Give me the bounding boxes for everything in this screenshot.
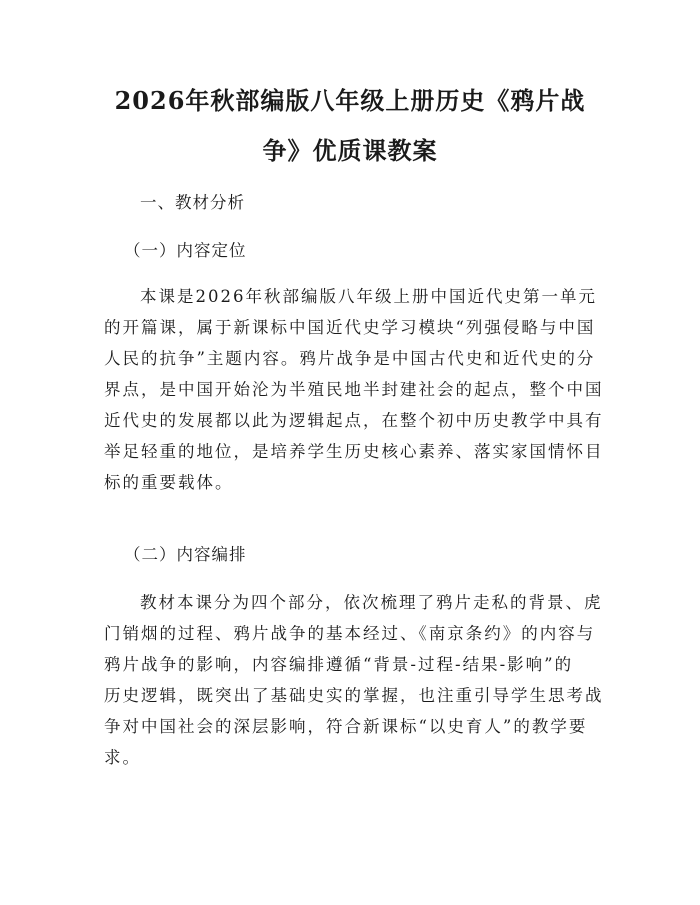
document-title-line-2: 争》优质课教案 bbox=[262, 136, 438, 165]
paragraph-line: 界点，是中国开始沦为半殖民地半封建社会的起点，整个中国 bbox=[104, 380, 604, 399]
paragraph-line: 本课是2026年秋部编版八年级上册中国近代史第一单元 bbox=[140, 287, 597, 306]
document-title-line-1: 2026年秋部编版八年级上册历史《鸦片战 bbox=[114, 86, 586, 115]
paragraph-line: 门销烟的过程、鸦片战争的基本经过、《南京条约》的内容与 bbox=[104, 624, 596, 643]
paragraph-line: 历史逻辑，既突出了基础史实的掌握，也注重引导学生思考战 bbox=[104, 686, 604, 705]
paragraph-line: 争对中国社会的深层影响，符合新课标“以史育人”的教学要 bbox=[104, 717, 588, 736]
section-heading-materials-analysis: 一、教材分析 bbox=[140, 193, 245, 212]
paragraph-line: 鸦片战争的影响，内容编排遵循“背景-过程-结果-影响”的 bbox=[104, 655, 574, 674]
paragraph-line: 举足轻重的地位，是培养学生历史核心素养、落实家国情怀目 bbox=[104, 442, 604, 461]
paragraph-line: 的开篇课，属于新课标中国近代史学习模块“列强侵略与中国 bbox=[104, 318, 596, 337]
paragraph-line: 标的重要载体。 bbox=[104, 473, 234, 492]
paragraph-line: 人民的抗争”主题内容。鸦片战争是中国古代史和近代史的分 bbox=[104, 349, 596, 368]
subsection-heading-content-positioning: （一）内容定位 bbox=[124, 241, 247, 260]
paragraph-line: 近代史的发展都以此为逻辑起点，在整个初中历史教学中具有 bbox=[104, 411, 604, 430]
paragraph-line: 求。 bbox=[104, 748, 141, 767]
subsection-heading-content-arrangement: （二）内容编排 bbox=[124, 545, 247, 564]
paragraph-line: 教材本课分为四个部分，依次梳理了鸦片走私的背景、虎 bbox=[140, 593, 603, 612]
